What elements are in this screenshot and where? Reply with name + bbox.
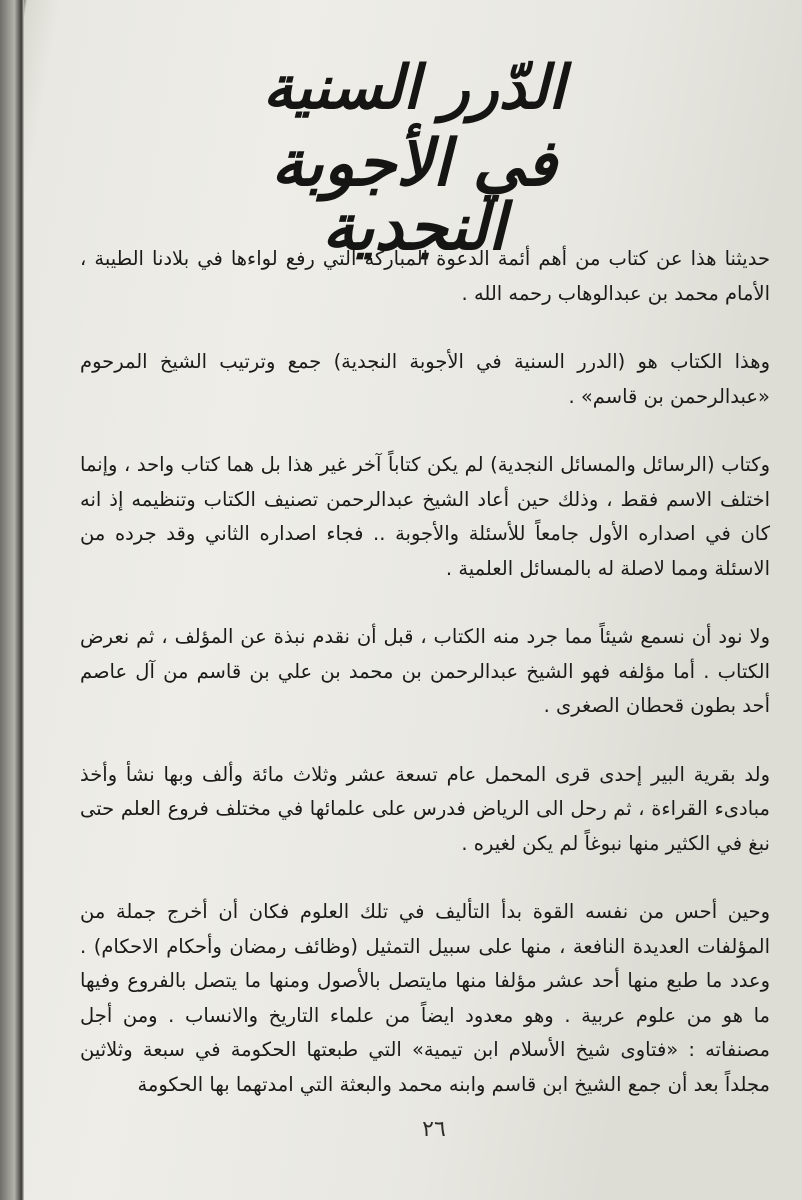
paragraph-6: وحين أحس من نفسه القوة بدأ التأليف في تلك العلوم فكان أن أخرج جملة من المؤلفات العديدة النافعة ، منها على سبيل التمثيل (وظائف رمضان وأحكام الاحكام) . وعدد ما طبع منها أحد عشر مؤلفا منها مايتصل بالأصول ومنها ما يتصل بالفروع وفيها ما هو من علوم عربية . وهو معدود ايضاً من علماء التاريخ والانساب . ومن أجل مصنفاته : «فتاوى شيخ الأسلام ابن تيمية» التي طبعتها الحكومة في سبعة وثلاثين مجلداً بعد أن جمع الشيخ ابن قاسم وابنه محمد والبعثة التي امدتهما بها الحكومة	[80, 900, 770, 1096]
paragraph-1: حديثنا هذا عن كتاب من أهم أئمة الدعوة المباركة التي رفع لواءها في بلادنا الطيبة ، الأمام محمد بن عبدالوهاب رحمه الله .	[80, 247, 770, 305]
book-page	[34, 0, 794, 1200]
book-binding-edge	[0, 0, 24, 1200]
paragraph-4: ولا نود أن نسمع شيئاً مما جرد منه الكتاب ، قبل أن نقدم نبذة عن المؤلف ، ثم نعرض الكتاب . أما مؤلفه فهو الشيخ عبدالرحمن بن محمد بن علي بن قاسم من آل عاصم أحد بطون قحطان الصغرى .	[80, 625, 770, 717]
paragraph-5: ولد بقرية البير إحدى قرى المحمل عام تسعة عشر وثلاث مائة وألف وبها نشأ وأخذ مبادىء القراءة ، ثم رحل الى الرياض فدرس على علمائها في مختلف فروع العلم حتى نبغ في الكثير منها نبوغاً لم يكن لغيره .	[80, 762, 770, 855]
title-line-1: الدّرر السنية	[262, 53, 566, 123]
title-line-2: في الأجوبة النجدية	[271, 126, 557, 265]
page-number: ٢٦	[422, 1117, 446, 1142]
page-title	[184, 53, 644, 265]
paragraph-3: وكتاب (الرسائل والمسائل النجدية) لم يكن كتاباً آخر غير هذا بل هما كتاب واحد ، وإنما اختلف الاسم فقط ، وذلك حين أعاد الشيخ عبدالرحمن تصنيف الكتاب وتنظيمه إذ انه كان في اصداره الأول جامعاً للأسئلة والأجوبة .. فجاء اصداره الثاني وقد جرده من الاسئلة ومما لاصلة له بالمسائل العلمية .	[80, 453, 770, 580]
paragraph-2: وهذا الكتاب هو (الدرر السنية في الأجوبة النجدية) جمع وترتيب الشيخ المرحوم «عبدالرحمن بن قاسم» .	[80, 350, 770, 408]
body-text	[80, 242, 770, 1102]
